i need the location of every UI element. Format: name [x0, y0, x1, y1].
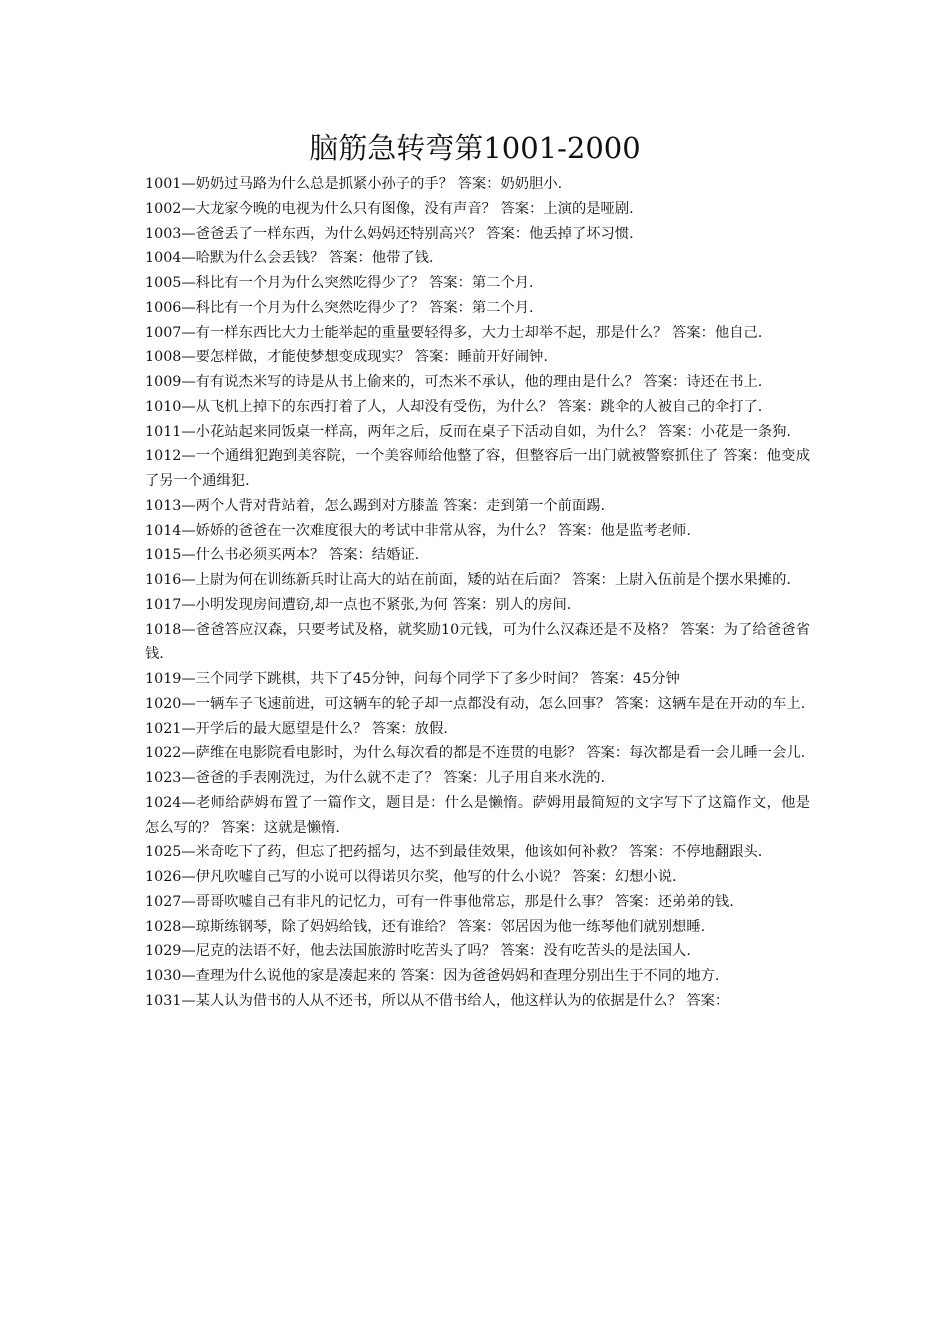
list-item: 1006—科比有一个月为什么突然吃得少了？ 答案：第二个月. — [145, 299, 534, 316]
list-item: 1010—从飞机上掉下的东西打着了人，人却没有受伤，为什么？ 答案：跳伞的人被自己的伞打了. — [145, 398, 763, 415]
list-item: 1004—哈默为什么会丢钱？ 答案：他带了钱. — [145, 250, 434, 267]
list-item: 1028—琼斯练钢琴，除了妈妈给钱，还有谁给？ 答案：邻居因为他一练琴他们就别想睡. — [145, 918, 706, 935]
list-item: 1024—老师给萨姆布置了一篇作文，题目是：什么是懒惰。萨姆用最简短的文字写下了这篇作文，他是怎么写的？ 答案：这就是懒惰. — [145, 794, 810, 836]
list-item: 1017—小明发现房间遭窃,却一点也不紧张,为何 答案：别人的房间. — [145, 596, 572, 613]
list-item: 1014—娇娇的爸爸在一次难度很大的考试中非常从容，为什么？ 答案：他是监考老师. — [145, 522, 691, 539]
list-item: 1019—三个同学下跳棋，共下了45分钟，问每个同学下了多少时间？ 答案：45分钟 — [145, 671, 680, 687]
list-item: 1013—两个人背对背站着，怎么踢到对方膝盖 答案：走到第一个前面踢. — [145, 497, 606, 514]
list-item: 1001—奶奶过马路为什么总是抓紧小孙子的手？ 答案：奶奶胆小. — [145, 176, 563, 192]
list-item: 1022—萨维在电影院看电影时，为什么每次看的都是不连贯的电影？ 答案：每次都是看一会儿睡一会儿. — [145, 745, 806, 762]
entry-list — [145, 172, 810, 1014]
list-item: 1029—尼克的法语不好，他去法国旅游时吃苦头了吗？ 答案：没有吃苦头的是法国人. — [145, 943, 691, 960]
list-item: 1026—伊凡吹嘘自己写的小说可以得诺贝尔奖，他写的什么小说？ 答案：幻想小说. — [145, 869, 677, 885]
list-item: 1021—开学后的最大愿望是什么？ 答案：放假. — [145, 720, 448, 737]
list-item: 1005—科比有一个月为什么突然吃得少了？ 答案：第二个月. — [145, 275, 534, 291]
list-item: 1030—查理为什么说他的家是凑起来的 答案：因为爸爸妈妈和查理分别出生于不同的地方. — [145, 968, 720, 984]
list-item: 1011—小花站起来同饭桌一样高，两年之后，反而在桌子下活动自如，为什么？ 答案：小花是一条狗. — [145, 423, 791, 440]
list-item: 1003—爸爸丢了一样东西，为什么妈妈还特别高兴？ 答案：他丢掉了坏习惯. — [145, 225, 634, 242]
list-item: 1027—哥哥吹嘘自己有非凡的记忆力，可有一件事他常忘，那是什么事？ 答案：还弟弟的钱. — [145, 893, 734, 910]
list-item: 1008—要怎样做，才能使梦想变成现实？ 答案：睡前开好闹钟. — [145, 349, 548, 366]
list-item: 1020—一辆车子飞速前进，可这辆车的轮子却一点都没有动，怎么回事？ 答案：这辆车是在开动的车上. — [145, 695, 806, 712]
list-item: 1016—上尉为何在训练新兵时让高大的站在前面，矮的站在后面？ 答案：上尉入伍前是个摆水果摊的. — [145, 572, 791, 588]
list-item: 1009—有有说杰米写的诗是从书上偷来的，可杰米不承认，他的理由是什么？ 答案：诗还在书上. — [145, 374, 763, 390]
document-title: 脑筋急转弯第1001-2000 — [309, 131, 641, 165]
list-item: 1002—大龙家今晚的电视为什么只有图像，没有声音？ 答案：上演的是哑剧. — [145, 200, 634, 217]
list-item: 1015—什么书必须买两本？ 答案：结婚证. — [145, 547, 420, 564]
list-item: 1018—爸爸答应汉森，只要考试及格，就奖励10元钱，可为什么汉森还是不及格？ 答案：为了给爸爸省钱. — [145, 621, 810, 663]
list-item: 1031—某人认为借书的人从不还书，所以从不借书给人，他这样认为的依据是什么？ 答案： — [145, 992, 730, 1009]
list-item: 1007—有一样东西比大力士能举起的重量要轻得多，大力士却举不起，那是什么？ 答案：他自己. — [145, 324, 763, 341]
list-item: 1012—一个通缉犯跑到美容院，一个美容师给他整了容，但整容后一出门就被警察抓住了 答案：他变成了另一个通缉犯. — [145, 448, 810, 489]
list-item: 1023—爸爸的手表刚洗过，为什么就不走了？ 答案：儿子用自来水洗的. — [145, 770, 606, 786]
list-item: 1025—米奇吃下了药，但忘了把药摇匀，达不到最佳效果，他该如何补救？ 答案：不停地翻跟头. — [145, 844, 763, 861]
